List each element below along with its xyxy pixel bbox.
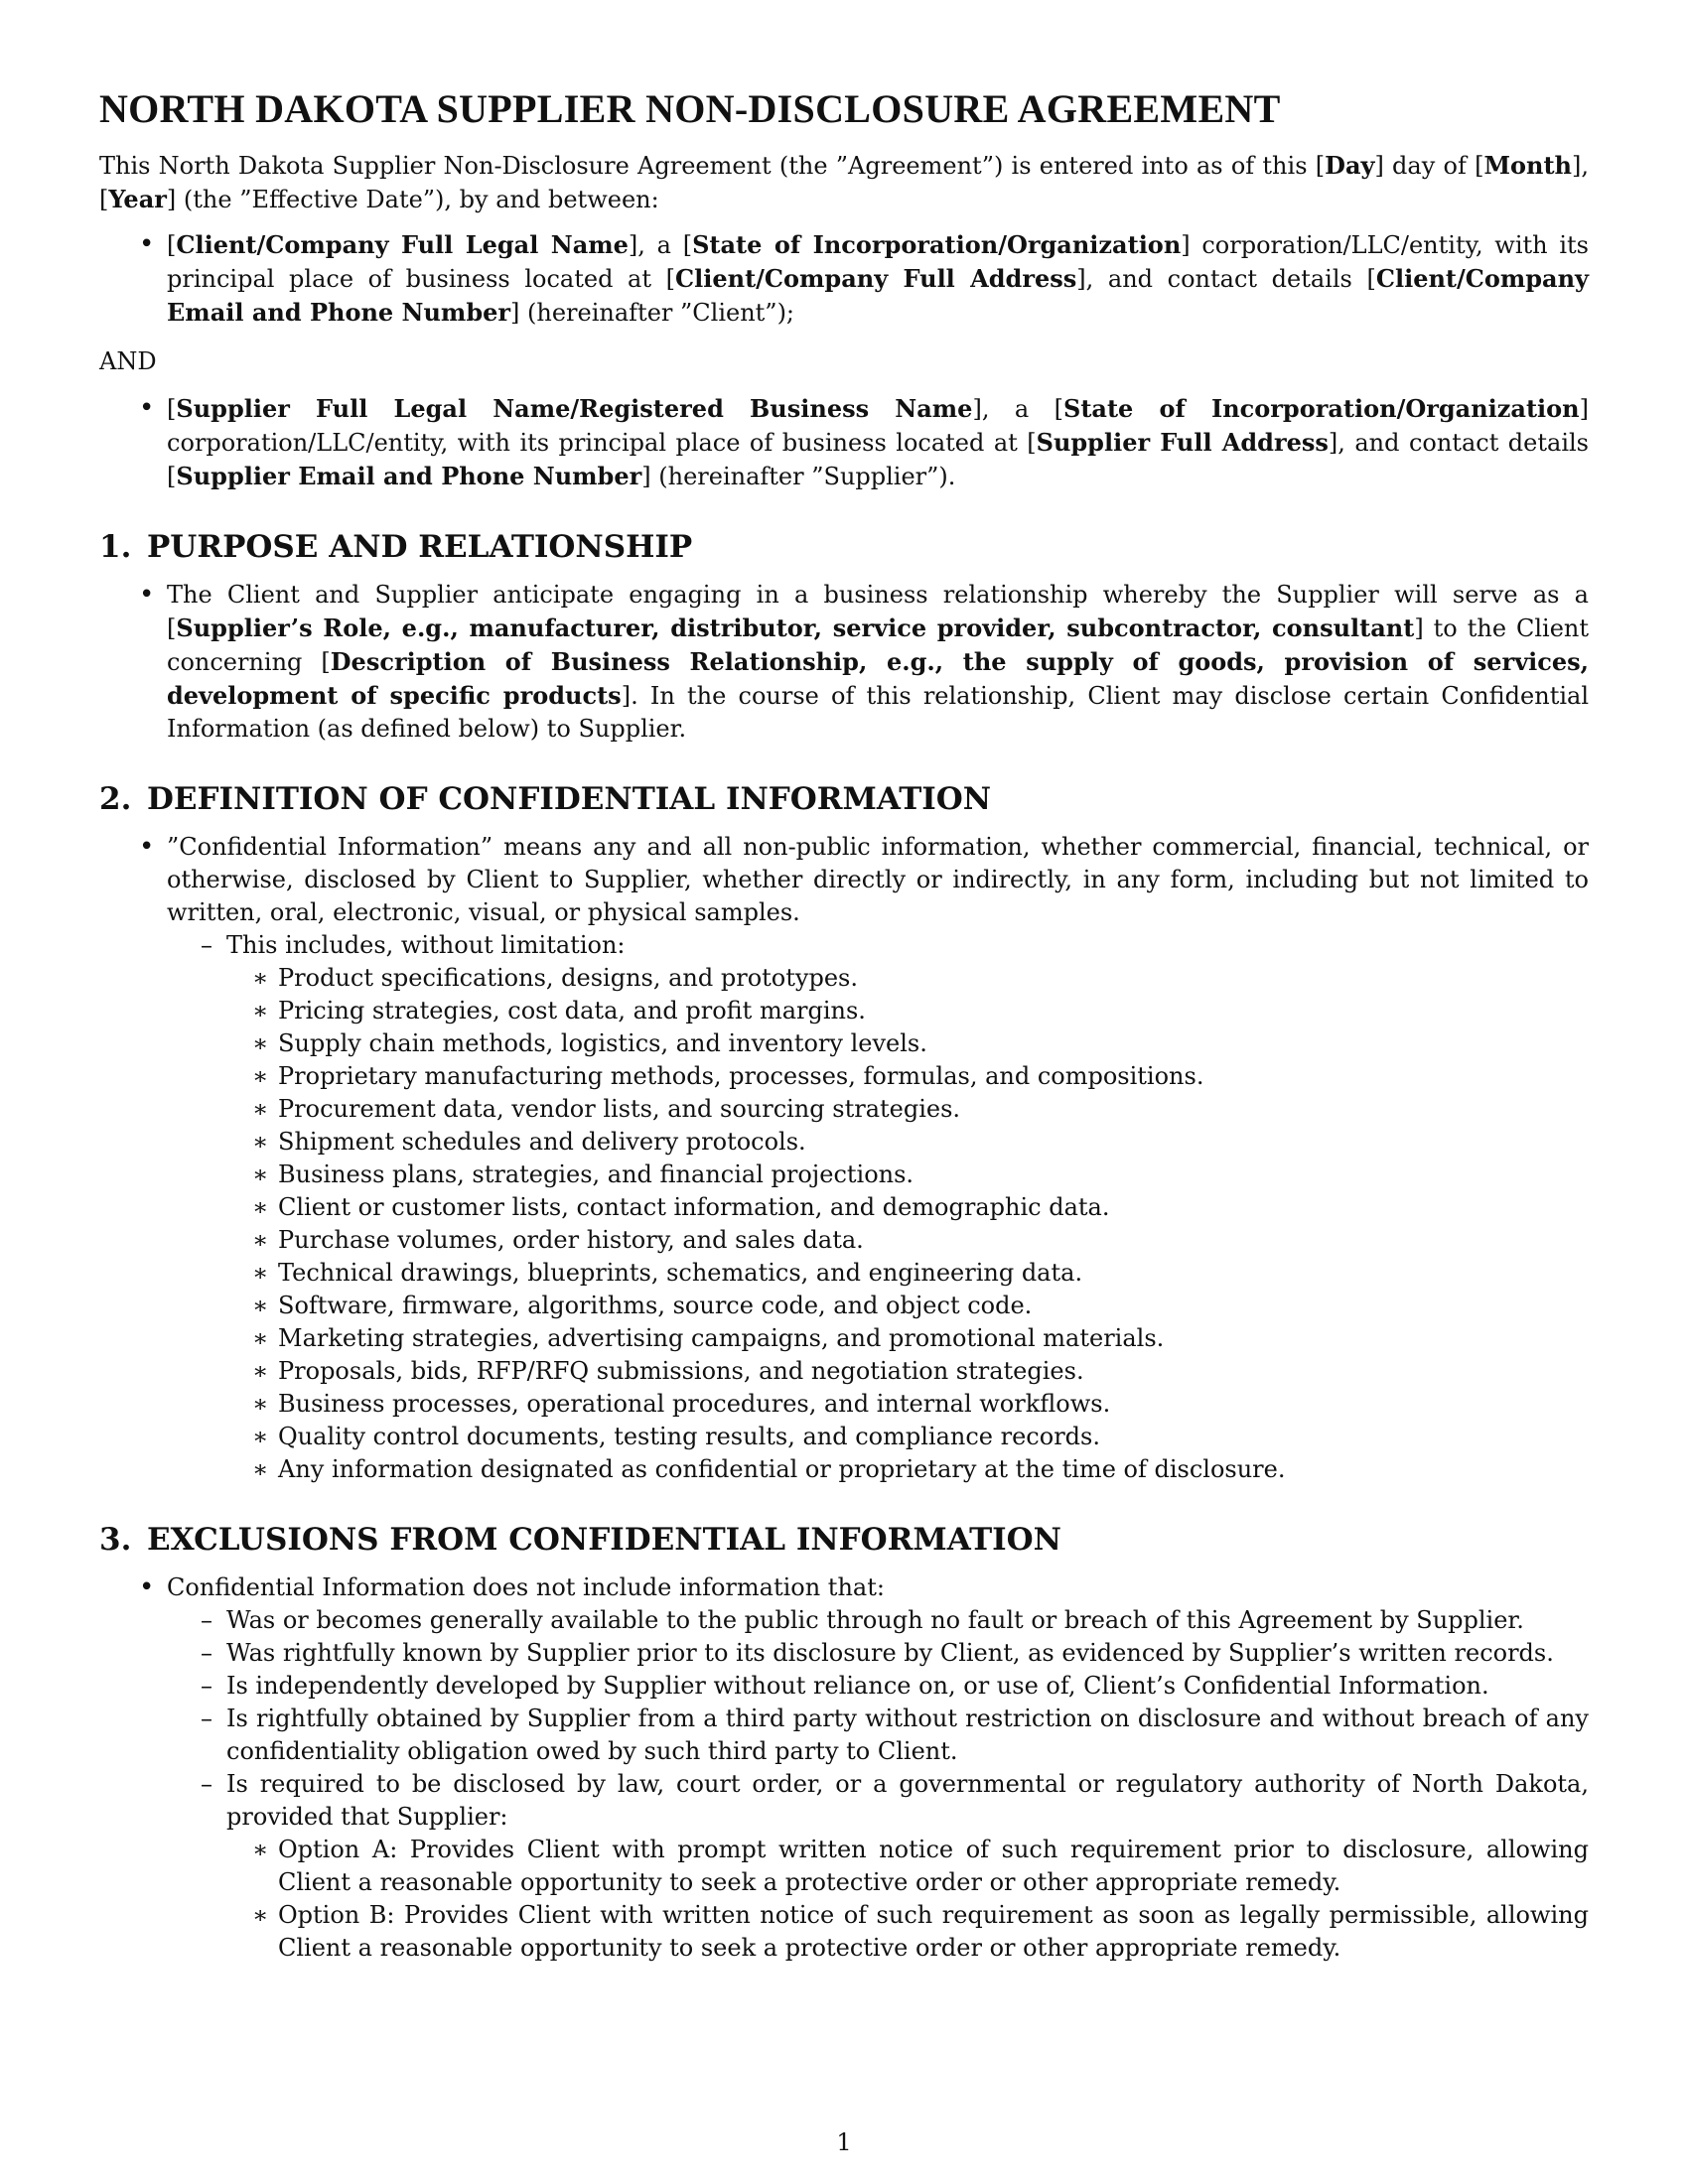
list-item: – Is rightfully obtained by Supplier from a third party without restriction on disclosure and without breach of any confidentiality obligation owed by such third party to Client.: [167, 1703, 1589, 1768]
section-number: 1.: [99, 529, 132, 565]
supplier-contact-placeholder: Supplier Email and Phone Number: [176, 462, 642, 490]
party-text: corporation/LLC/entity, with its principal place of business located at: [167, 429, 1028, 457]
supplier-name-placeholder: Supplier Full Legal Name/Registered Business Name: [176, 394, 973, 423]
list-item: ∗ Proprietary manufacturing methods, processes, formulas, and compositions.: [226, 1060, 1589, 1093]
section-number: 2.: [99, 781, 132, 817]
party-text: , and contact details: [1085, 265, 1367, 293]
party-text: , a: [981, 395, 1055, 423]
section-1-heading: [99, 527, 1589, 567]
section-title: DEFINITION OF CONFIDENTIAL INFORMATION: [147, 781, 992, 817]
supplier-address-placeholder: Supplier Full Address: [1036, 428, 1329, 457]
definition-text: ”Confidential Information” means any and all non-public information, whether commercial, financial, technical, or otherwise, disclosed by Client to Supplier, whether directly or indirectly, in any form, including but not limited to written, oral, electronic, visual, or physical samples.: [167, 833, 1589, 926]
list-item: – Was rightfully known by Supplier prior to its disclosure by Client, as evidenced by Supplier’s written records.: [167, 1637, 1589, 1670]
supplier-party-list: [99, 392, 1589, 493]
exclusions-list: [167, 1604, 1589, 1965]
includes-list: [167, 929, 1589, 1486]
section-title: EXCLUSIONS FROM CONFIDENTIAL INFORMATION: [147, 1522, 1062, 1558]
section-number: 3.: [99, 1522, 132, 1558]
list-item: ∗ Business plans, strategies, and financial projections.: [226, 1159, 1589, 1191]
supplier-role-placeholder: Supplier’s Role, e.g., manufacturer, distributor, service provider, subcontractor, consultant: [176, 614, 1415, 642]
party-text: (hereinafter ”Client”);: [519, 299, 795, 327]
option-a: ∗ Option A: Provides Client with prompt written notice of such requirement prior to disclosure, allowing Client a reasonable opportunity to seek a protective order or other appropriate remedy.: [226, 1834, 1589, 1899]
list-item: ∗ Marketing strategies, advertising campaigns, and promotional materials.: [226, 1322, 1589, 1355]
intro-text: This North Dakota Supplier Non-Disclosure Agreement (the ”Agreement”) is entered into as of this: [99, 152, 1316, 180]
party-text: (hereinafter ”Supplier”).: [650, 463, 956, 490]
exclusions-item: [99, 1571, 1589, 1965]
includes-item: [167, 929, 1589, 1486]
list-item: ∗ Pricing strategies, cost data, and profit margins.: [226, 995, 1589, 1027]
purpose-paragraph: • The Client and Supplier anticipate engaging in a business relationship whereby the Supplier will serve as a [Supplier’s Role, e.g., manufacturer, distributor, service provider, subcontractor, consultant] to the Client concerning [Description of Business Relationship, e.g., the supply of goods, provision of services, development of specific products]. In the course of this relationship, Client may disclose certain Confidential Information (as defined below) to Supplier.: [99, 579, 1589, 746]
client-party: • [Client/Company Full Legal Name], a [State of Incorporation/Organization] corporation/LLC/entity, with its principal place of business located at [Client/Company Full Address], and contact details [Client/Company Email and Phone Number] (hereinafter ”Client”);: [99, 228, 1589, 330]
month-placeholder: Month: [1483, 151, 1572, 180]
section-3-list: [99, 1571, 1589, 1965]
client-party-list: [99, 228, 1589, 330]
page-number: 1: [836, 2128, 852, 2156]
client-name-placeholder: Client/Company Full Legal Name: [176, 230, 629, 259]
list-item: ∗ Proposals, bids, RFP/RFQ submissions, and negotiation strategies.: [226, 1355, 1589, 1388]
section-2-list: [99, 831, 1589, 1486]
list-item: ∗ Shipment schedules and delivery protocols.: [226, 1126, 1589, 1159]
client-address-placeholder: Client/Company Full Address: [675, 264, 1077, 293]
relationship-description-placeholder: Description of Business Relationship, e.g., the supply of goods, provision of services, development of specific products: [167, 647, 1590, 710]
section-2-heading: [99, 779, 1589, 819]
client-state-placeholder: State of Incorporation/Organization: [692, 230, 1182, 259]
option-b: ∗ Option B: Provides Client with written notice of such requirement as soon as legally permissible, allowing Client a reasonable opportunity to seek a protective order or other appropriate remedy.: [226, 1899, 1589, 1965]
intro-text: (the ”Effective Date”), by and between:: [176, 186, 659, 213]
list-item: ∗ Product specifications, designs, and prototypes.: [226, 962, 1589, 995]
list-item: ∗ Client or customer lists, contact information, and demographic data.: [226, 1191, 1589, 1224]
intro-text: day of: [1383, 152, 1476, 180]
year-placeholder: Year: [108, 185, 167, 213]
list-item: – Is independently developed by Supplier without reliance on, or use of, Client’s Confidential Information.: [167, 1670, 1589, 1703]
options-list: [226, 1834, 1589, 1965]
list-item: ∗ Any information designated as confidential or proprietary at the time of disclosure.: [226, 1453, 1589, 1486]
supplier-state-placeholder: State of Incorporation/Organization: [1063, 394, 1580, 423]
list-item: – Was or becomes generally available to the public through no fault or breach of this Agreement by Supplier.: [167, 1604, 1589, 1637]
section-1-list: [99, 579, 1589, 746]
definition-item: [99, 831, 1589, 1486]
day-placeholder: Day: [1325, 151, 1375, 180]
party-text: , and contact details: [1337, 429, 1589, 457]
section-3-heading: [99, 1520, 1589, 1560]
party-text: , a: [637, 231, 683, 259]
list-item: ∗ Procurement data, vendor lists, and sourcing strategies.: [226, 1093, 1589, 1126]
party-text: corporation/LLC/entity, with its principal place of business located at: [167, 231, 1589, 293]
supplier-party: • [Supplier Full Legal Name/Registered Business Name], a [State of Incorporation/Organization] corporation/LLC/entity, with its principal place of business located at [Supplier Full Address], and contact details [Supplier Email and Phone Number] (hereinafter ”Supplier”).: [99, 392, 1589, 493]
legal-disclosure-text: Is required to be disclosed by law, court order, or a governmental or regulatory authority of North Dakota, provided that Supplier:: [226, 1770, 1589, 1831]
list-item: ∗ Business processes, operational procedures, and internal workflows.: [226, 1388, 1589, 1421]
list-item: ∗ Supply chain methods, logistics, and inventory levels.: [226, 1027, 1589, 1060]
purpose-text: . In the course of this relationship, Client may disclose certain Confidential Information (as defined below) to Supplier.: [167, 682, 1590, 743]
exclusions-intro: Confidential Information does not include information that:: [167, 1573, 885, 1601]
list-item: ∗ Software, firmware, algorithms, source code, and object code.: [226, 1290, 1589, 1322]
document-title: NORTH DAKOTA SUPPLIER NON-DISCLOSURE AGREEMENT: [99, 86, 1281, 131]
section-title: PURPOSE AND RELATIONSHIP: [147, 529, 693, 565]
list-item: [167, 1768, 1589, 1965]
intro-text: ,: [1581, 152, 1590, 180]
purpose-text: The Client and Supplier anticipate engaging in a business relationship whereby the Supplier will serve as a: [167, 581, 1589, 609]
list-item: ∗ Quality control documents, testing results, and compliance records.: [226, 1421, 1589, 1453]
list-item: ∗ Technical drawings, blueprints, schematics, and engineering data.: [226, 1257, 1589, 1290]
and-separator: AND: [99, 347, 157, 375]
document-body: [99, 85, 1589, 1965]
list-item: ∗ Purchase volumes, order history, and sales data.: [226, 1224, 1589, 1257]
client-contact-placeholder: Client/Company Email and Phone Number: [167, 264, 1589, 327]
purpose-text: to the Client concerning: [167, 614, 1589, 676]
confidential-items-list: [226, 962, 1589, 1486]
includes-text: This includes, without limitation:: [226, 931, 626, 959]
intro-paragraph: This North Dakota Supplier Non-Disclosure Agreement (the ”Agreement”) is entered into as of this [Day] day of [Month], [Year] (the ”Effective Date”), by and between:: [99, 151, 1590, 213]
